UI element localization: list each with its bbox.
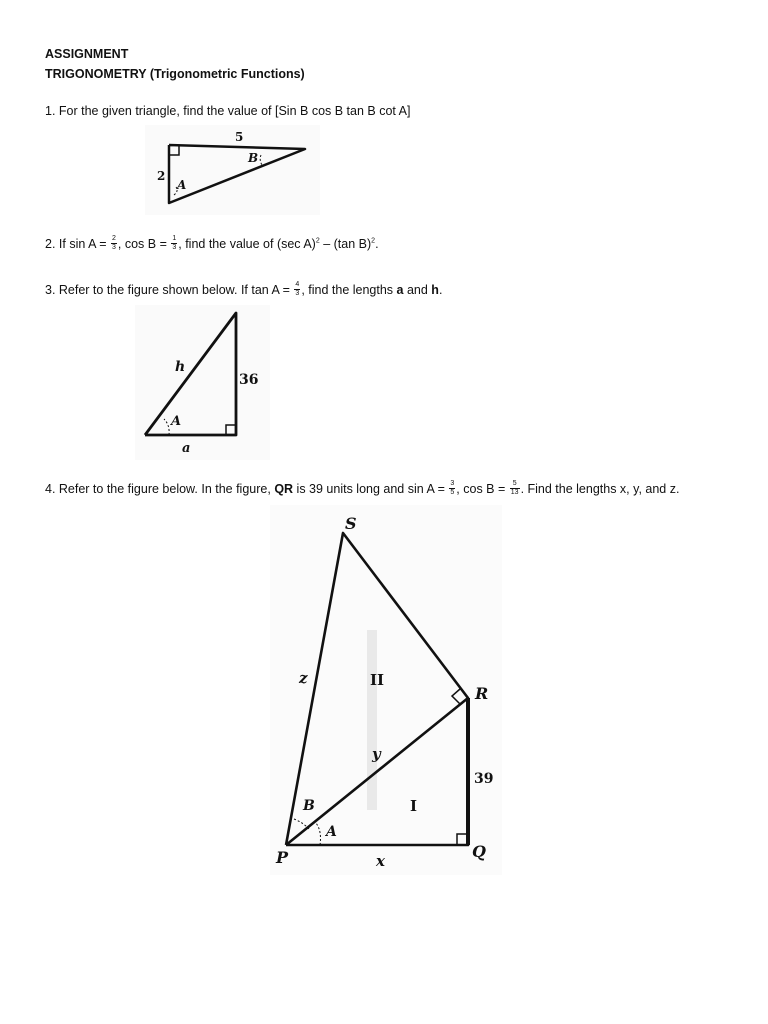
label-base-a: a: [182, 441, 191, 456]
fraction-cos-b-4: $\frac{5}{13}$: [510, 480, 519, 496]
fraction-cos-b: $\frac{1}{3}$: [172, 235, 177, 251]
label-side-5: 5: [235, 130, 244, 144]
fraction-tan-a: $\frac{4}{3}$: [295, 281, 300, 297]
assignment-heading: ASSIGNMENT: [45, 47, 129, 61]
label-hypotenuse-h: h: [175, 359, 186, 375]
question-2-text: 2. If sin A = $\frac{2}{3}$ , cos B = $\frac{1}{3}$ , find the value of (sec A)$^2$ – (tan B)$^2$.: [45, 235, 379, 251]
triangle-figure-3: [135, 305, 270, 460]
triangle-figure-4: [270, 505, 502, 875]
label-angle-a-3: A: [171, 414, 182, 429]
scan-shade: [367, 630, 377, 810]
label-vertex-r: R: [475, 684, 489, 703]
question-1-text: 1. For the given triangle, find the value of [Sin B cos B tan B cot A]: [45, 104, 411, 118]
label-vertex-s: S: [345, 514, 357, 533]
label-side-y: y: [372, 745, 381, 763]
label-vertex-p: P: [276, 848, 289, 867]
question-4-text: 4. Refer to the figure below. In the figure, QR is 39 units long and sin A = $\frac{3}{5}$ , cos B = $\frac{5}{13}$ . Find the lengths x, y, and z.: [45, 480, 680, 496]
label-vertex-q: Q: [472, 842, 486, 861]
label-side-2: 2: [157, 169, 166, 183]
label-angle-b-4: B: [303, 798, 315, 814]
label-angle-b: B: [248, 151, 259, 165]
fraction-sin-a: $\frac{2}{3}$: [111, 235, 116, 251]
label-angle-a-4: A: [326, 824, 337, 840]
label-side-36: 36: [239, 372, 259, 388]
label-side-x: x: [376, 852, 385, 870]
label-region-i: I: [410, 797, 418, 815]
label-side-z: z: [299, 669, 308, 687]
question-3-text: 3. Refer to the figure shown below. If tan A = $\frac{4}{3}$ , find the lengths a and h.: [45, 281, 443, 297]
label-region-ii: II: [370, 671, 385, 689]
fraction-sin-a-4: $\frac{3}{5}$: [450, 480, 455, 496]
topic-heading: TRIGONOMETRY (Trigonometric Functions): [45, 67, 305, 81]
label-side-39: 39: [474, 771, 494, 787]
label-angle-a: A: [177, 178, 187, 192]
triangle-figure-1: [145, 125, 320, 215]
